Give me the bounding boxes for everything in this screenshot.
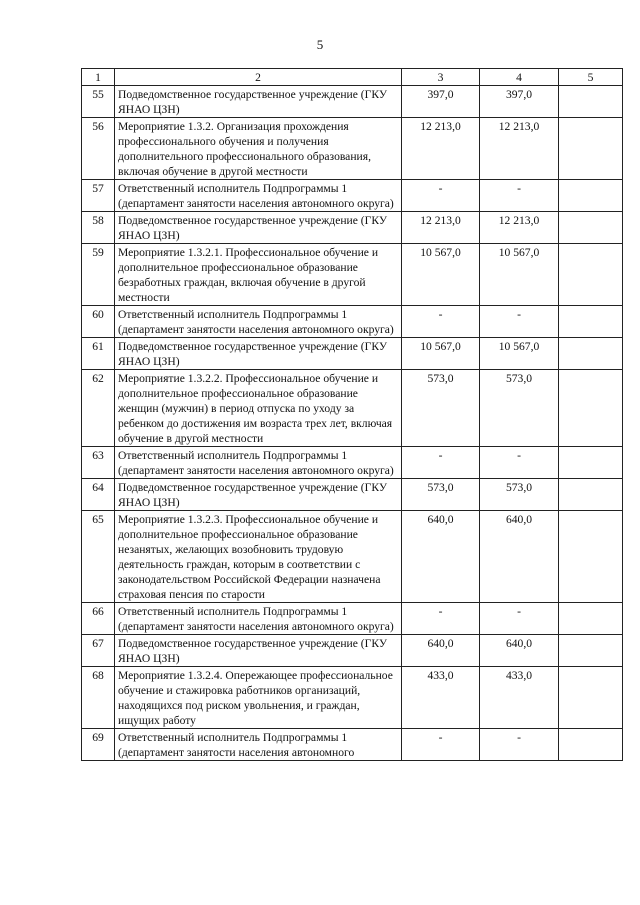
row-number: 59 (82, 244, 115, 306)
row-value-col5 (559, 603, 623, 635)
row-value-col4: - (480, 180, 559, 212)
row-value-col3: 10 567,0 (402, 244, 480, 306)
row-value-col4: 573,0 (480, 370, 559, 447)
row-value-col4: 12 213,0 (480, 118, 559, 180)
row-value-col5 (559, 447, 623, 479)
row-value-col5 (559, 729, 623, 761)
row-value-col4: 10 567,0 (480, 338, 559, 370)
row-value-col3: 12 213,0 (402, 212, 480, 244)
column-header: 5 (559, 69, 623, 86)
row-value-col5 (559, 338, 623, 370)
row-value-col5 (559, 511, 623, 603)
column-header: 4 (480, 69, 559, 86)
row-value-col3: - (402, 180, 480, 212)
row-description: Мероприятие 1.3.2.4. Опережающее профессиональное обучение и стажировка работников организаций, находящихся под риском увольнения, и граждан, ищущих работу (115, 667, 402, 729)
row-value-col3: 573,0 (402, 370, 480, 447)
row-number: 64 (82, 479, 115, 511)
column-header: 3 (402, 69, 480, 86)
table-row (82, 603, 623, 635)
row-value-col3: - (402, 729, 480, 761)
row-description: Подведомственное государственное учреждение (ГКУ ЯНАО ЦЗН) (115, 86, 402, 118)
table-row (82, 212, 623, 244)
row-value-col5 (559, 118, 623, 180)
row-number: 56 (82, 118, 115, 180)
table-header-row (82, 69, 623, 86)
table-row (82, 447, 623, 479)
table-row (82, 180, 623, 212)
row-value-col4: 433,0 (480, 667, 559, 729)
row-description: Ответственный исполнитель Подпрограммы 1 (департамент занятости населения автономного округа) (115, 603, 402, 635)
row-value-col5 (559, 244, 623, 306)
row-value-col4: 397,0 (480, 86, 559, 118)
row-value-col3: - (402, 306, 480, 338)
row-value-col3: 397,0 (402, 86, 480, 118)
row-value-col4: 10 567,0 (480, 244, 559, 306)
row-value-col4: 640,0 (480, 635, 559, 667)
row-description: Ответственный исполнитель Подпрограммы 1 (департамент занятости населения автономного (115, 729, 402, 761)
row-description: Ответственный исполнитель Подпрограммы 1 (департамент занятости населения автономного округа) (115, 306, 402, 338)
row-value-col3: 640,0 (402, 511, 480, 603)
row-number: 63 (82, 447, 115, 479)
table-row (82, 479, 623, 511)
row-description: Мероприятие 1.3.2.3. Профессиональное обучение и дополнительное профессиональное образование незанятых, желающих возобновить трудовую деятельность граждан, которым в соответствии с законодательством Российской Федерации назначена страховая пенсия по старости (115, 511, 402, 603)
row-value-col5 (559, 306, 623, 338)
row-value-col3: 640,0 (402, 635, 480, 667)
row-value-col3: 573,0 (402, 479, 480, 511)
row-description: Мероприятие 1.3.2. Организация прохождения профессионального обучения и получения дополнительного профессионального образования, включая обучение в другой местности (115, 118, 402, 180)
table-row (82, 306, 623, 338)
row-description: Подведомственное государственное учреждение (ГКУ ЯНАО ЦЗН) (115, 338, 402, 370)
row-number: 58 (82, 212, 115, 244)
row-value-col4: - (480, 729, 559, 761)
row-number: 61 (82, 338, 115, 370)
row-value-col5 (559, 180, 623, 212)
row-description: Подведомственное государственное учреждение (ГКУ ЯНАО ЦЗН) (115, 479, 402, 511)
row-value-col5 (559, 86, 623, 118)
table-row (82, 86, 623, 118)
row-number: 68 (82, 667, 115, 729)
row-description: Подведомственное государственное учреждение (ГКУ ЯНАО ЦЗН) (115, 635, 402, 667)
row-value-col3: 12 213,0 (402, 118, 480, 180)
row-value-col4: 12 213,0 (480, 212, 559, 244)
row-value-col3: 433,0 (402, 667, 480, 729)
row-number: 69 (82, 729, 115, 761)
row-value-col3: - (402, 447, 480, 479)
row-number: 55 (82, 86, 115, 118)
column-header: 1 (82, 69, 115, 86)
table-row (82, 338, 623, 370)
row-value-col5 (559, 667, 623, 729)
data-table (81, 68, 623, 761)
row-number: 62 (82, 370, 115, 447)
row-value-col5 (559, 479, 623, 511)
row-value-col5 (559, 212, 623, 244)
row-number: 67 (82, 635, 115, 667)
table-row (82, 667, 623, 729)
table-row (82, 511, 623, 603)
table-row (82, 370, 623, 447)
row-value-col4: - (480, 603, 559, 635)
page-number: 5 (316, 37, 324, 52)
table-row (82, 635, 623, 667)
row-value-col4: 573,0 (480, 479, 559, 511)
table-body (82, 86, 623, 761)
row-value-col4: - (480, 306, 559, 338)
row-number: 60 (82, 306, 115, 338)
row-description: Мероприятие 1.3.2.1. Профессиональное обучение и дополнительное профессиональное образование безработных граждан, включая обучение в другой местности (115, 244, 402, 306)
column-header: 2 (115, 69, 402, 86)
row-value-col4: - (480, 447, 559, 479)
table-row (82, 729, 623, 761)
row-description: Мероприятие 1.3.2.2. Профессиональное обучение и дополнительное профессиональное образование женщин (мужчин) в период отпуска по уходу за ребенком до достижения им возраста трех лет, включая обучение в другой местности (115, 370, 402, 447)
row-number: 57 (82, 180, 115, 212)
table-row (82, 118, 623, 180)
row-value-col4: 640,0 (480, 511, 559, 603)
row-value-col5 (559, 635, 623, 667)
row-description: Ответственный исполнитель Подпрограммы 1 (департамент занятости населения автономного округа) (115, 447, 402, 479)
row-value-col5 (559, 370, 623, 447)
table-row (82, 244, 623, 306)
row-value-col3: 10 567,0 (402, 338, 480, 370)
row-description: Подведомственное государственное учреждение (ГКУ ЯНАО ЦЗН) (115, 212, 402, 244)
row-description: Ответственный исполнитель Подпрограммы 1 (департамент занятости населения автономного округа) (115, 180, 402, 212)
row-value-col3: - (402, 603, 480, 635)
row-number: 66 (82, 603, 115, 635)
row-number: 65 (82, 511, 115, 603)
